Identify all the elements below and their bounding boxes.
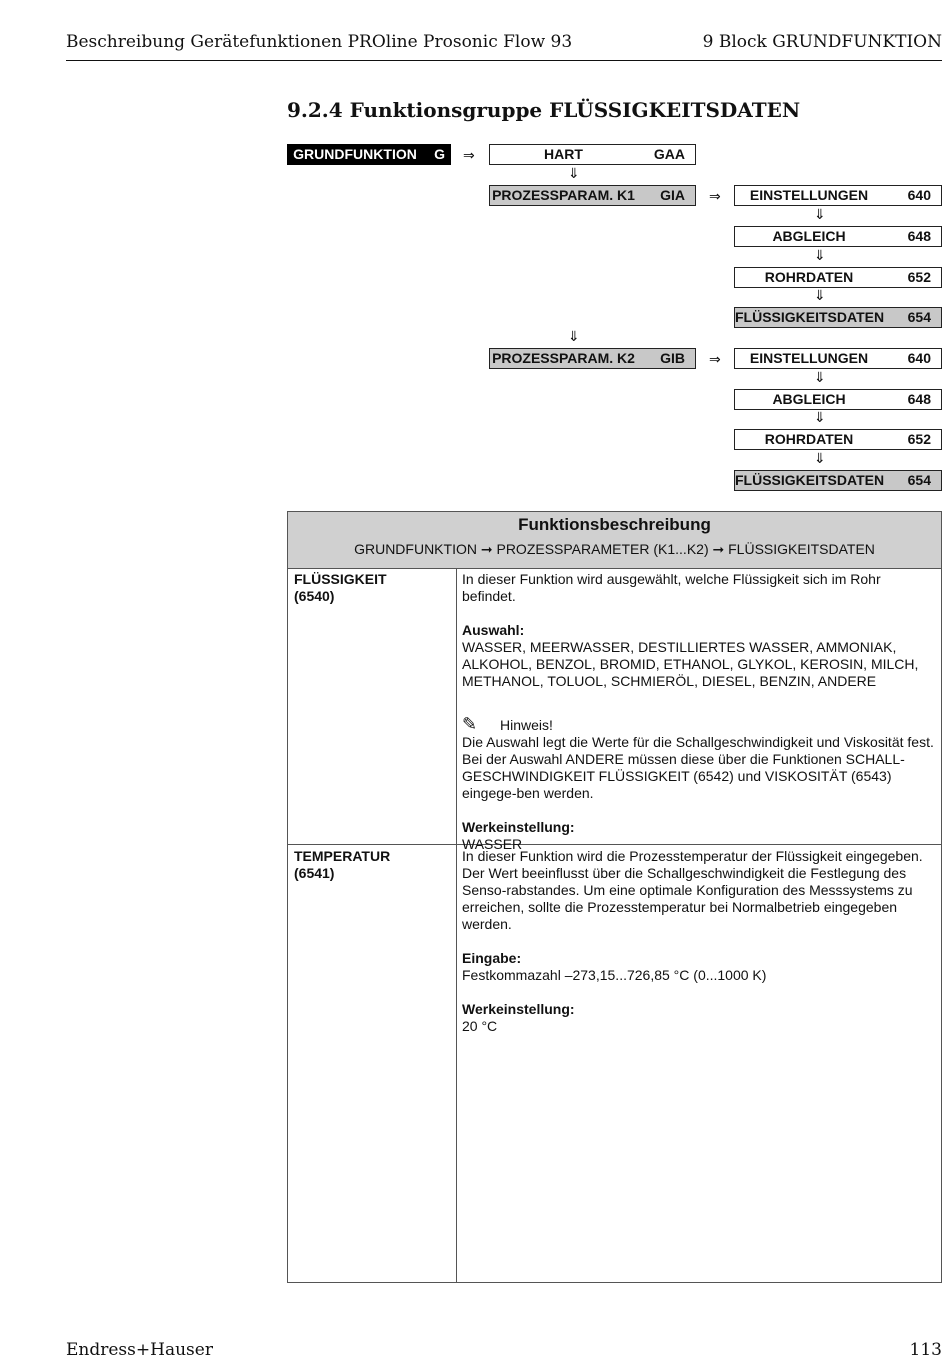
function-name: TEMPERATUR <box>294 848 391 864</box>
box-code: 652 <box>907 431 931 447</box>
page-number: 113 <box>909 1340 942 1360</box>
box-label: ROHRDATEN <box>764 269 854 285</box>
table-path <box>288 541 941 558</box>
box-code: G <box>434 146 445 162</box>
footer-brand: Endress+Hauser <box>66 1340 213 1360</box>
path-arrow-icon: ➞ <box>480 541 493 557</box>
box-code: 640 <box>907 350 931 366</box>
note-label: Hinweis! <box>500 717 553 733</box>
box-code: 654 <box>907 472 931 488</box>
box-label: ROHRDATEN <box>764 431 854 447</box>
note-text: Die Auswahl legt die Werte für die Schallgeschwindigkeit und Viskosität fest. Bei der Auswahl ANDERE müssen diese über die Funktionen SCHALL-GESCHWINDIGKEIT FLÜSSIGKEIT (6542) und VISKOSITÄT (6543) eingege-ben werden. <box>462 734 934 801</box>
box-label: PROZESSPARAM. K1 <box>492 187 635 203</box>
default-label: Werkeinstellung: <box>462 1001 575 1017</box>
box-hart <box>489 144 696 165</box>
function-id: (6541) <box>294 865 335 881</box>
box-label: EINSTELLUNGEN <box>749 187 869 203</box>
choice-list: WASSER, MEERWASSER, DESTILLIERTES WASSER, AMMONIAK, ALKOHOL, BENZOL, BROMID, ETHANOL, GLYKOL, KEROSIN, MILCH, METHANOL, TOLUOL, SCHMIERÖL, DIESEL, BENZIN, ANDERE <box>462 639 919 689</box>
arrow-down-icon: ⇓ <box>814 369 826 385</box>
box-k2-abgleich <box>734 389 942 410</box>
path-arrow-icon: ➞ <box>712 541 725 557</box>
arrow-down-icon: ⇓ <box>568 328 580 344</box>
function-intro: In dieser Funktion wird ausgewählt, welche Flüssigkeit sich im Rohr befindet. <box>462 571 881 604</box>
default-value: 20 °C <box>462 1018 498 1034</box>
box-label: PROZESSPARAM. K2 <box>492 350 635 366</box>
box-prozessparam-k2 <box>489 348 696 369</box>
arrow-down-icon: ⇓ <box>814 247 826 263</box>
arrow-right-icon: ⇒ <box>709 351 721 367</box>
table-title: Funktionsbeschreibung <box>518 515 711 534</box>
path-segment: FLÜSSIGKEITSDATEN <box>728 541 875 557</box>
arrow-down-icon: ⇓ <box>814 450 826 466</box>
box-k1-rohrdaten <box>734 267 942 288</box>
path-segment: GRUNDFUNKTION <box>354 541 477 557</box>
box-label: ABGLEICH <box>772 228 846 244</box>
box-label: HART <box>544 146 583 162</box>
box-code: GIA <box>660 187 685 203</box>
box-k2-einstellungen <box>734 348 942 369</box>
box-grundfunktion <box>287 144 451 165</box>
function-name: FLÜSSIGKEIT <box>294 571 387 587</box>
box-k2-fluessigkeitsdaten <box>734 470 942 491</box>
default-label: Werkeinstellung: <box>462 819 575 835</box>
box-label: EINSTELLUNGEN <box>749 350 869 366</box>
box-code: GAA <box>653 146 685 162</box>
input-label: Eingabe: <box>462 950 522 966</box>
section-title: 9.2.4 Funktionsgruppe FLÜSSIGKEITSDATEN <box>287 98 801 122</box>
row-desc-fluessigkeit <box>462 571 938 853</box>
box-label: FLÜSSIGKEITSDATEN <box>735 309 885 325</box>
row-desc-temperatur <box>462 848 938 1035</box>
arrow-down-icon: ⇓ <box>814 206 826 222</box>
box-code: 648 <box>907 391 931 407</box>
box-code: 640 <box>907 187 931 203</box>
arrow-down-icon: ⇓ <box>568 165 580 181</box>
box-k1-einstellungen <box>734 185 942 206</box>
box-prozessparam-k1 <box>489 185 696 206</box>
page-header-title: Beschreibung Gerätefunktionen PROline Prosonic Flow 93 <box>66 32 573 52</box>
row-name-temperatur <box>294 848 390 882</box>
box-code: GIB <box>660 350 685 366</box>
arrow-down-icon: ⇓ <box>814 409 826 425</box>
function-id: (6540) <box>294 588 335 604</box>
function-description-table <box>287 511 942 1283</box>
arrow-right-icon: ⇒ <box>463 147 475 163</box>
default-value: WASSER <box>462 836 523 852</box>
box-k1-abgleich <box>734 226 942 247</box>
box-label: GRUNDFUNKTION <box>293 146 417 162</box>
input-range: Festkommazahl –273,15...726,85 °C (0...1000 K) <box>462 967 767 983</box>
arrow-right-icon: ⇒ <box>709 188 721 204</box>
box-code: 654 <box>907 309 931 325</box>
function-intro: In dieser Funktion wird die Prozesstemperatur der Flüssigkeit eingegeben. Der Wert beeinflusst über die Schallgeschwindigkeit die Festlegung des Senso-rabstandes. Um eine optimale Konfiguration des Messsystems zu erreichen, sollte die Prozesstemperatur bei Normalbetrieb eingegeben werden. <box>462 848 923 932</box>
box-label: ABGLEICH <box>772 391 846 407</box>
choice-label: Auswahl: <box>462 622 525 638</box>
page-header-section: 9 Block GRUNDFUNKTION <box>702 32 942 52</box>
box-code: 652 <box>907 269 931 285</box>
box-k1-fluessigkeitsdaten <box>734 307 942 328</box>
column-divider <box>456 568 457 1282</box>
box-code: 648 <box>907 228 931 244</box>
row-name-fluessigkeit <box>294 571 387 605</box>
arrow-down-icon: ⇓ <box>814 287 826 303</box>
box-k2-rohrdaten <box>734 429 942 450</box>
path-segment: PROZESSPARAMETER (K1...K2) <box>496 541 709 557</box>
header-divider <box>66 60 942 61</box>
note-pencil-icon: ✎ <box>462 714 478 734</box>
table-header <box>288 512 941 569</box>
box-label: FLÜSSIGKEITSDATEN <box>735 472 885 488</box>
